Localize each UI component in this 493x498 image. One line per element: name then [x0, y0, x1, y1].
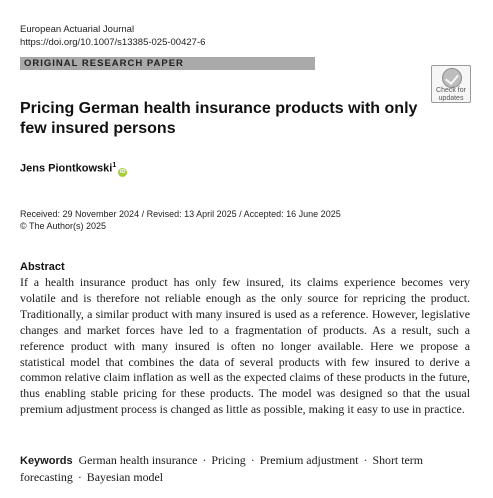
keyword-separator: ·: [250, 453, 255, 467]
keywords-section: [20, 452, 470, 485]
orcid-icon[interactable]: iD: [119, 168, 126, 175]
article-dates: [20, 208, 341, 232]
keyword-item: German health insurance: [78, 453, 198, 467]
keyword-item: Premium adjustment: [259, 453, 359, 467]
crossmark-icon: [442, 68, 462, 88]
keyword-separator: ·: [77, 470, 82, 484]
check-for-updates-label: Check for updates: [436, 87, 466, 102]
keyword-item: Short term forecasting: [20, 453, 423, 484]
keywords-label: Keywords: [20, 455, 73, 467]
article-type-label: ORIGINAL RESEARCH PAPER: [24, 58, 184, 69]
check-for-updates-button[interactable]: [431, 65, 471, 103]
copyright-line: © The Author(s) 2025: [20, 221, 107, 231]
affiliation-mark: 1: [112, 162, 117, 169]
doi-link[interactable]: https://doi.org/10.1007/s13385-025-00427-6: [20, 37, 206, 48]
keyword-separator: ·: [202, 453, 207, 467]
article-title: Pricing German health insurance products with only few insured persons: [20, 100, 418, 137]
keyword-item: Pricing: [211, 453, 246, 467]
date-history: Received: 29 November 2024 / Revised: 13 April 2025 / Accepted: 16 June 2025: [20, 209, 341, 219]
journal-name: European Actuarial Journal: [20, 24, 135, 35]
author-line: [20, 162, 127, 177]
abstract-text: If a health insurance product has only few insured, its claims experience becomes very volatile and is therefore not reliable enough as the only source for repricing the product. Traditionally, a similar product with many insured is used as a reference. However, legislative changes and market forces have led to a fragmentation of products. As a result, such a reference product with many insured is often no longer available. Here we propose a statistical model that combines the data of several products with few insured to derive a common relative claim inflation as well as the expected claims of these products in the future, thus enabling stable pricing for these products. The model was designed so that the usual premium adjustment process is changed as little as possible, making it easy to use in practice.: [20, 275, 470, 417]
author-name[interactable]: Jens Piontkowski: [20, 162, 113, 175]
article-type-bar: [20, 57, 315, 70]
journal-header: [20, 23, 205, 49]
keyword-separator: ·: [363, 453, 368, 467]
abstract-heading: Abstract: [20, 261, 65, 273]
keyword-item: Bayesian model: [86, 470, 164, 484]
